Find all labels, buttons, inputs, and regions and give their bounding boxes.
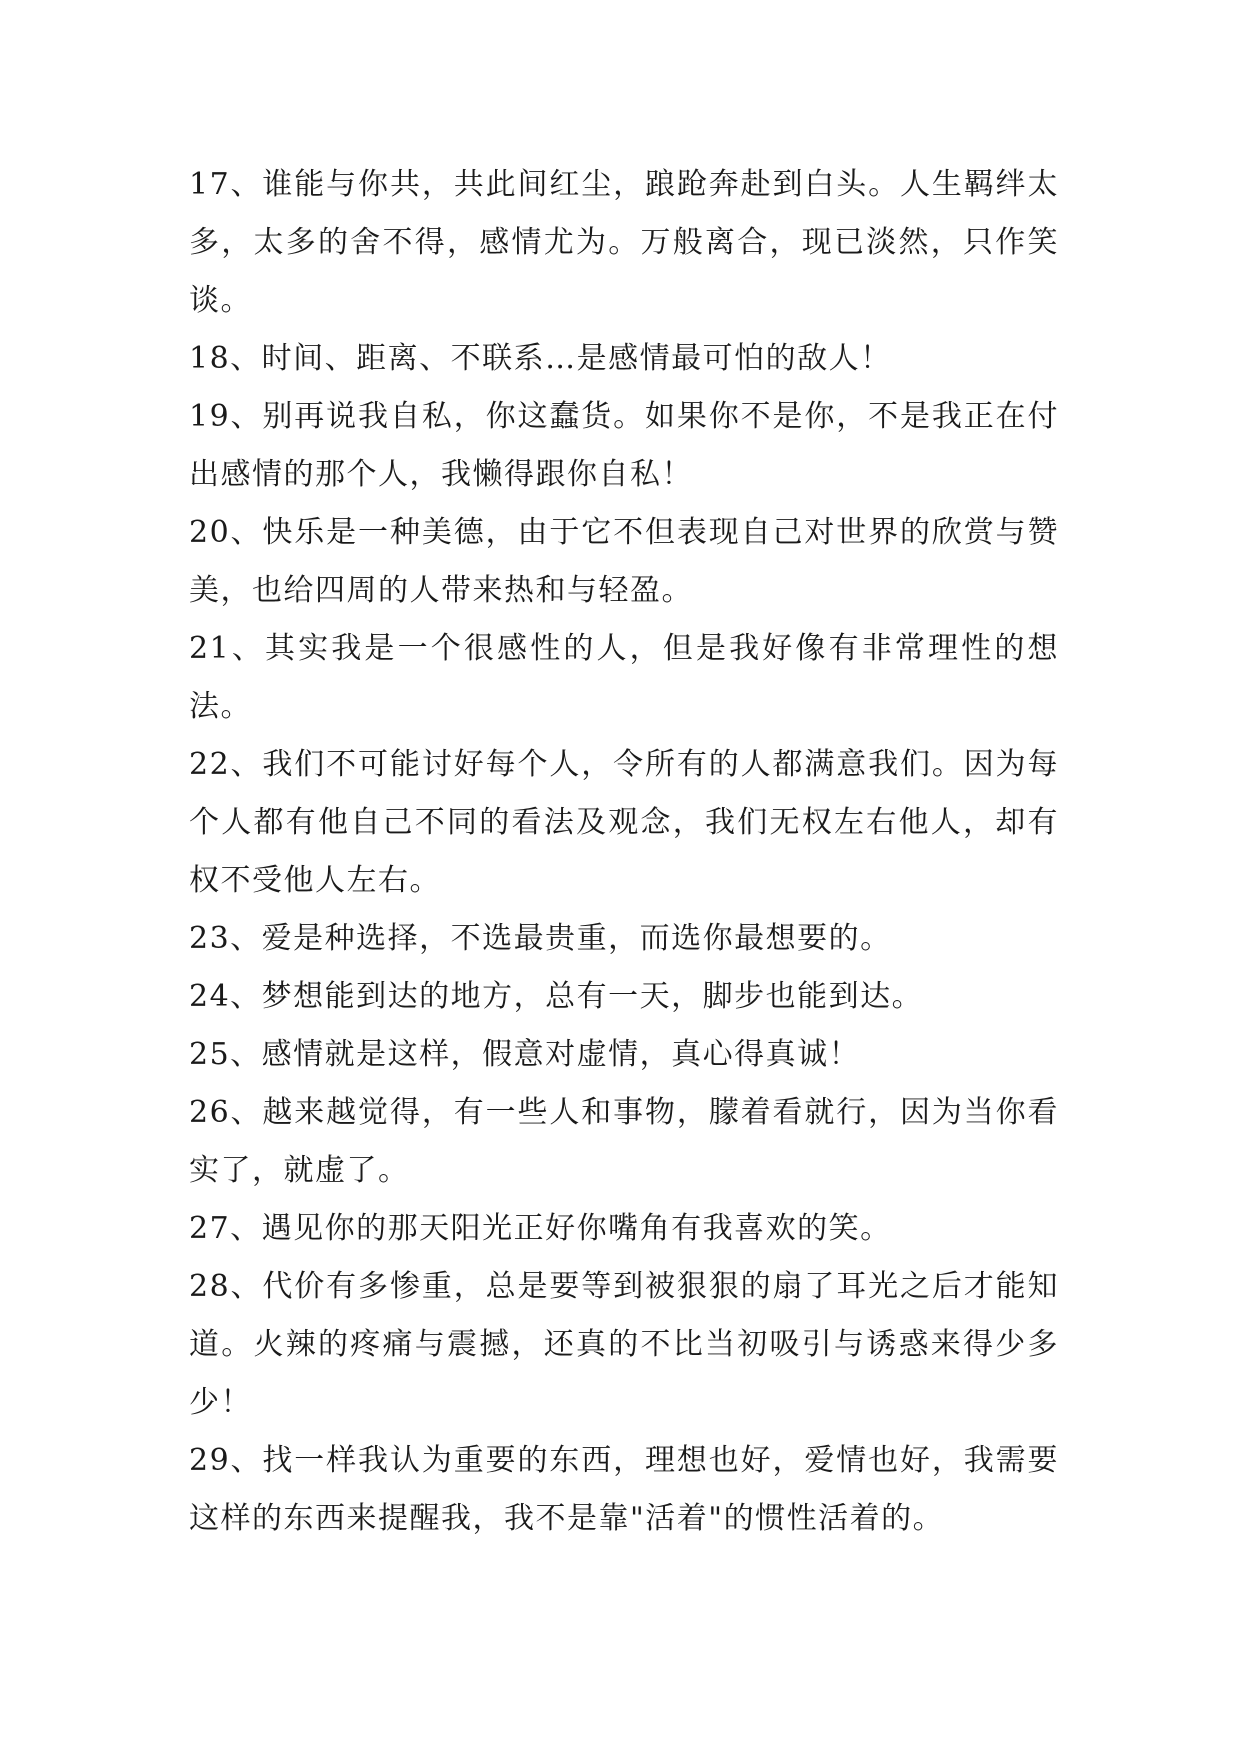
paragraph-24: 24、梦想能到达的地方，总有一天，脚步也能到达。: [189, 979, 924, 1014]
paragraph-18: 18、时间、距离、不联系…是感情最可怕的敌人！: [189, 341, 892, 376]
paragraph-25: 25、感情就是这样，假意对虚情，真心得真诚！: [189, 1037, 861, 1072]
paragraph-17: 17、谁能与你共，共此间红尘，踉跄奔赴到白头。人生羁绊太多，太多的舍不得，感情尤为。万般离合，现已淡然，只作笑谈。: [189, 167, 1059, 318]
paragraph-29: 29、找一样我认为重要的东西，理想也好，爱情也好，我需要这样的东西来提醒我，我不是靠"活着"的惯性活着的。: [189, 1443, 1059, 1536]
paragraph-19: 19、别再说我自私，你这蠢货。如果你不是你，不是我正在付出感情的那个人，我懒得跟你自私！: [189, 399, 1059, 492]
paragraph-23: 23、爱是种选择，不选最贵重，而选你最想要的。: [189, 921, 892, 956]
paragraph-20: 20、快乐是一种美德，由于它不但表现自己对世界的欣赏与赞美，也给四周的人带来热和与轻盈。: [189, 515, 1059, 608]
paragraph-21: 21、其实我是一个很感性的人，但是我好像有非常理性的想法。: [189, 631, 1059, 724]
paragraph-28: 28、代价有多惨重，总是要等到被狠狠的扇了耳光之后才能知道。火辣的疼痛与震撼，还真的不比当初吸引与诱惑来得少多少！: [189, 1269, 1059, 1420]
paragraph-26: 26、越来越觉得，有一些人和事物，朦着看就行，因为当你看实了，就虚了。: [189, 1095, 1059, 1188]
document-body: [189, 156, 1059, 1548]
paragraph-27: 27、遇见你的那天阳光正好你嘴角有我喜欢的笑。: [189, 1211, 892, 1246]
paragraph-22: 22、我们不可能讨好每个人，令所有的人都满意我们。因为每个人都有他自己不同的看法及观念，我们无权左右他人，却有权不受他人左右。: [189, 747, 1059, 898]
